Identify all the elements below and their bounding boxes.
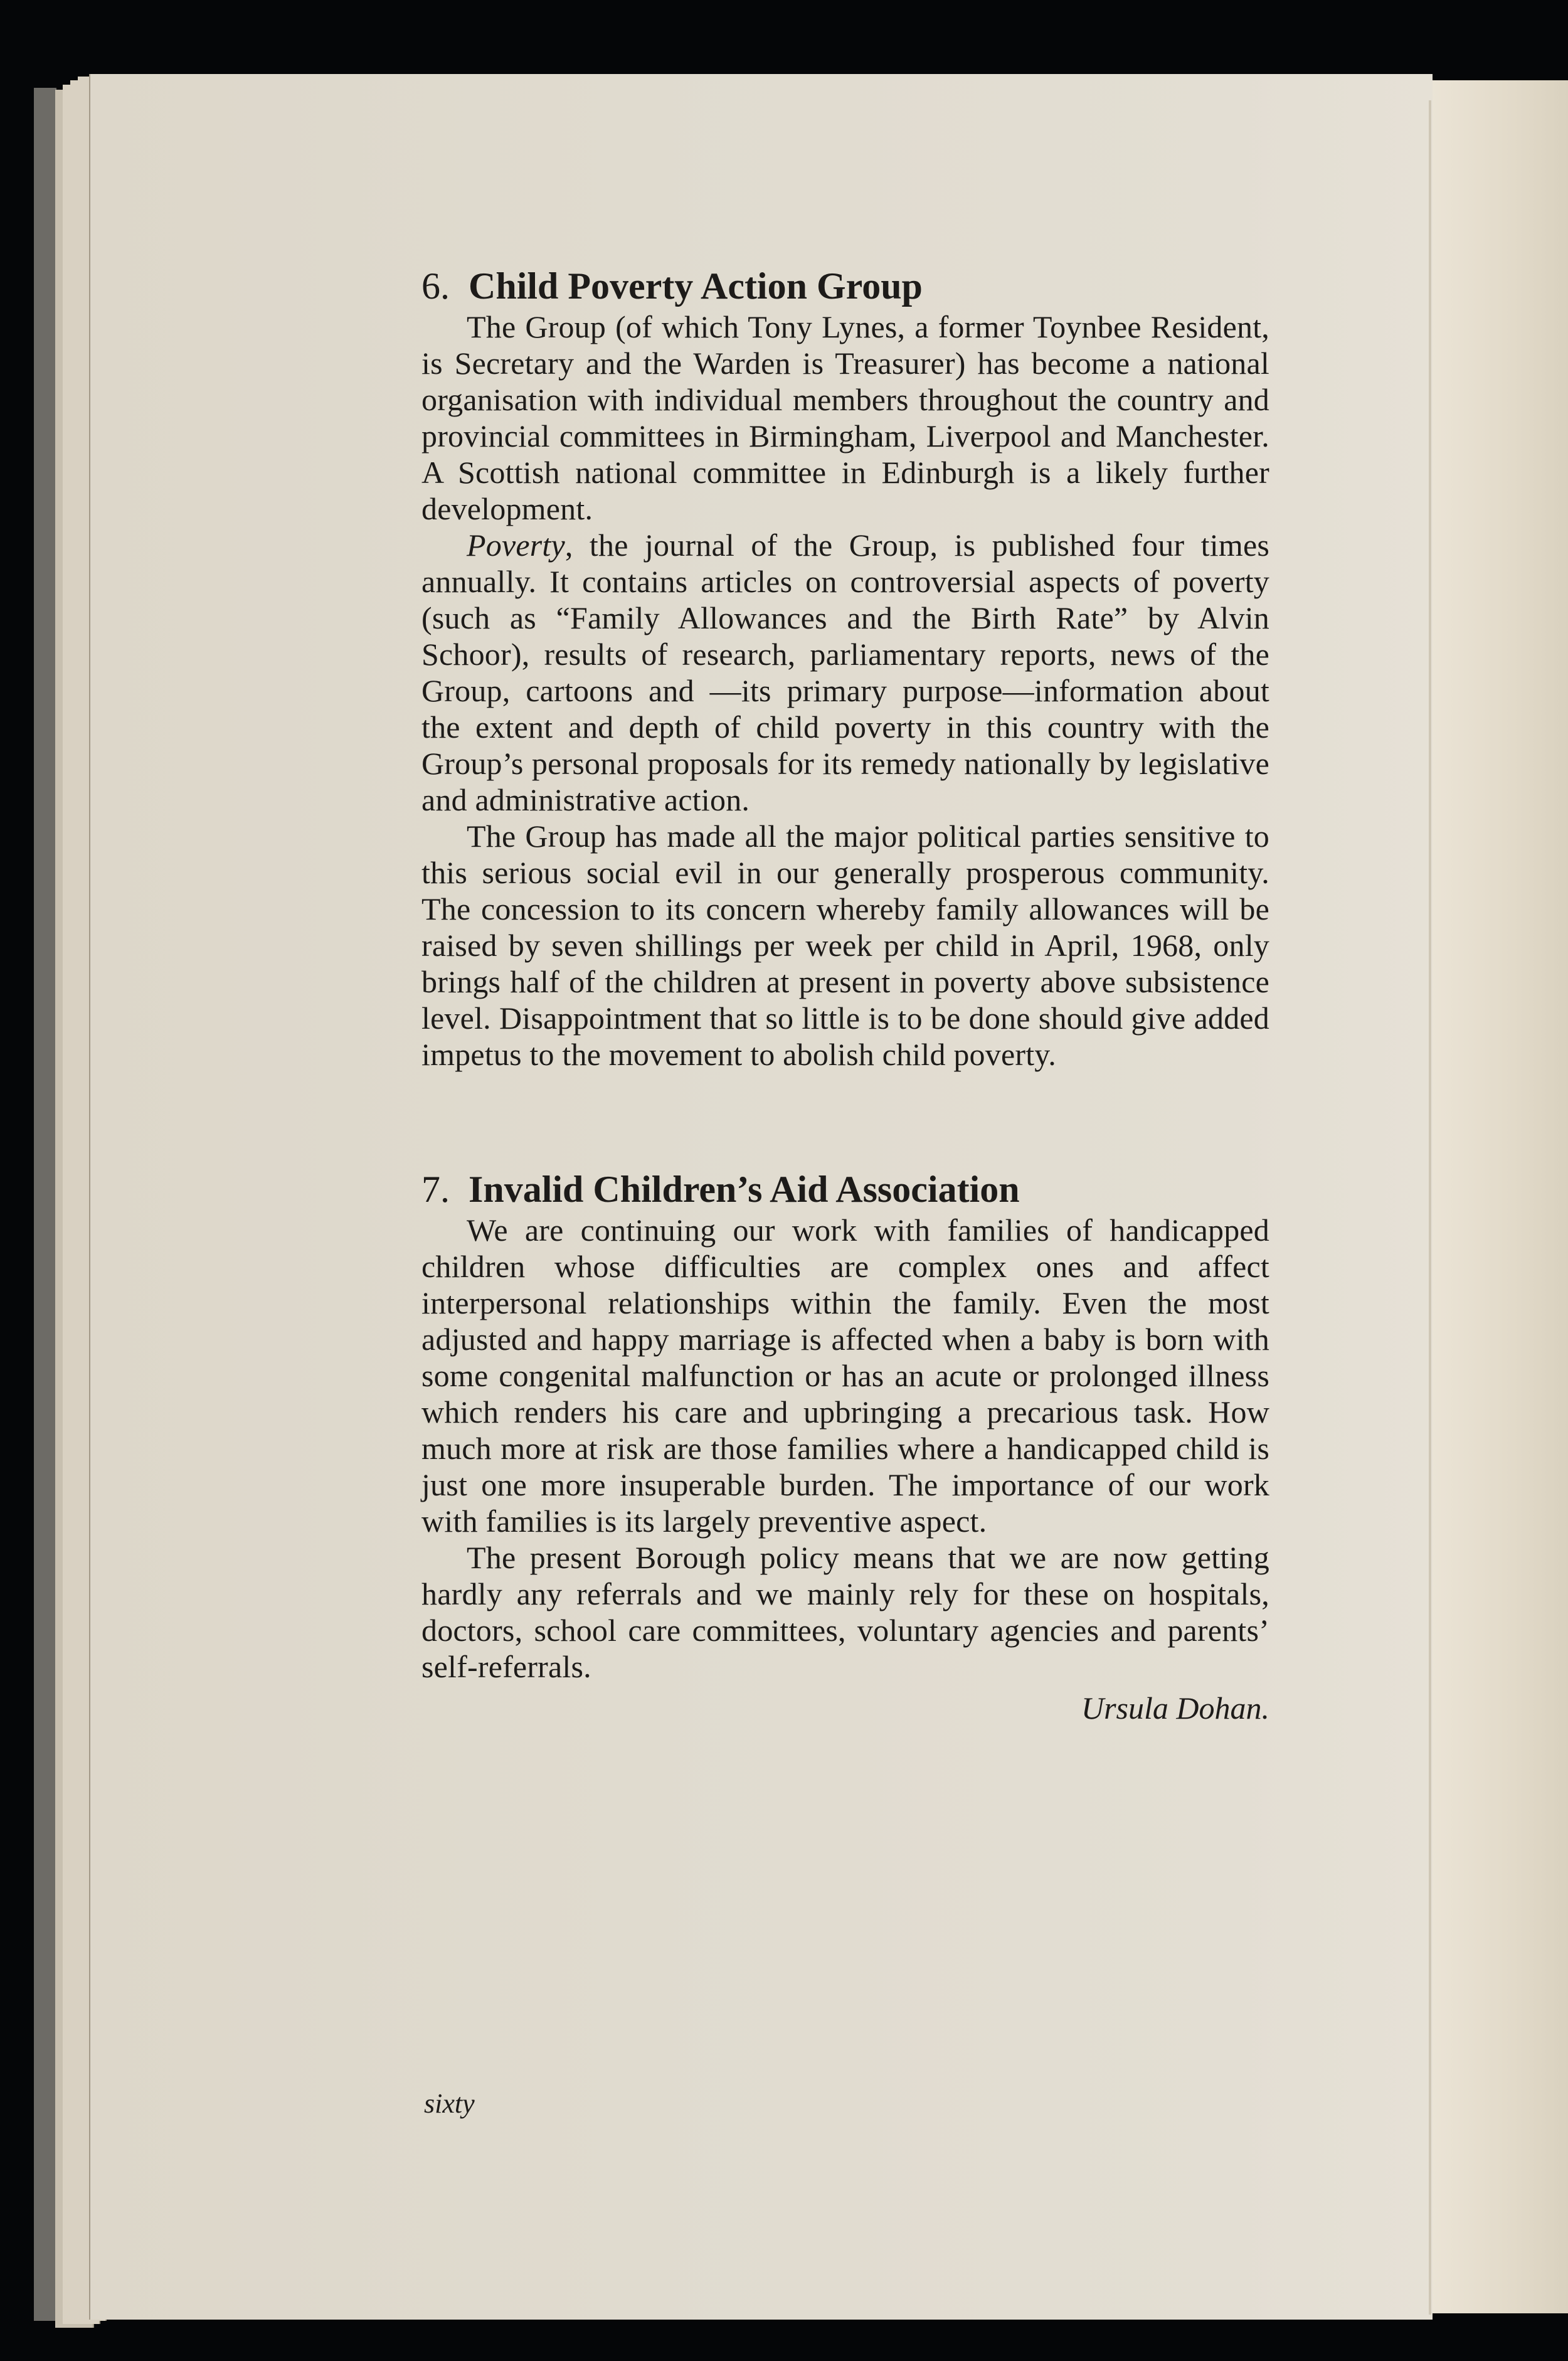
paragraph bbox=[421, 309, 1269, 527]
paragraph bbox=[421, 818, 1269, 1073]
section-child-poverty-action-group bbox=[421, 263, 1269, 1073]
paragraph-text: The Group has made all the major political parties sensitive to this serious social evil in our generally prosperous community. The concession to its concern whereby family allowances will be raised by seven shillings per week per child in April, 1968, only brings half of the children at present in poverty above subsistence level. Disappointment that so little is to be done should give added impetus to the movement to abolish child poverty. bbox=[421, 819, 1269, 1072]
page-number: sixty bbox=[424, 2088, 475, 2119]
paragraph bbox=[421, 1212, 1269, 1539]
journal-title: Poverty bbox=[467, 528, 565, 563]
section-invalid-childrens-aid-association bbox=[421, 1167, 1269, 1726]
paragraph-text: The Group (of which Tony Lynes, a former Toynbee Resident, is Secretary and the Warden is Treasurer) has become a national organisation with individual members throughout the country and provincial committees in Birmingham, Liverpool and Manchester. A Scottish national committee in Edinburgh is a likely further development. bbox=[421, 309, 1269, 526]
section-heading bbox=[421, 1167, 1269, 1212]
section-title: Invalid Children’s Aid Association bbox=[469, 1169, 1020, 1210]
section-heading bbox=[421, 263, 1269, 309]
paragraph-text: The present Borough policy means that we are now getting hardly any referrals and we mainly rely for these on hospitals, doctors, school care committees, voluntary agencies and parents’ self-referrals. bbox=[421, 1540, 1269, 1684]
paragraph-text: We are continuing our work with families of handicapped children whose difficulties are complex ones and affect interpersonal relationships within the family. Even the most adjusted and happy marriage is affected when a baby is born with some congenital malfunction or has an acute or prolonged illness which renders his care and upbringing a precarious task. How much more at risk are those families where a handicapped child is just one more insuperable burden. The importance of our work with families is its largely preventive aspect. bbox=[421, 1212, 1269, 1539]
paragraph bbox=[421, 1539, 1269, 1685]
facing-page bbox=[1430, 80, 1568, 2313]
section-number: 6. bbox=[421, 265, 450, 307]
section-title: Child Poverty Action Group bbox=[469, 265, 923, 307]
page-content bbox=[421, 263, 1269, 1726]
book-spine-shadow bbox=[34, 88, 56, 2321]
section-number: 7. bbox=[421, 1169, 450, 1210]
author-signature: Ursula Dohan. bbox=[1081, 1690, 1269, 1726]
paragraph-text: , the journal of the Group, is published four times annually. It contains articles on controversial aspects of poverty (such as “Family Allowances and the Birth Rate” by Alvin Schoor), results of research, parliamentary reports, news of the Group, cartoons and —its primary purpose—information about the extent and depth of child poverty in this country with the Group’s personal proposals for its remedy nationally by legislative and administrative action. bbox=[421, 528, 1269, 817]
paragraph bbox=[421, 527, 1269, 818]
page-gutter bbox=[1429, 100, 1431, 2315]
